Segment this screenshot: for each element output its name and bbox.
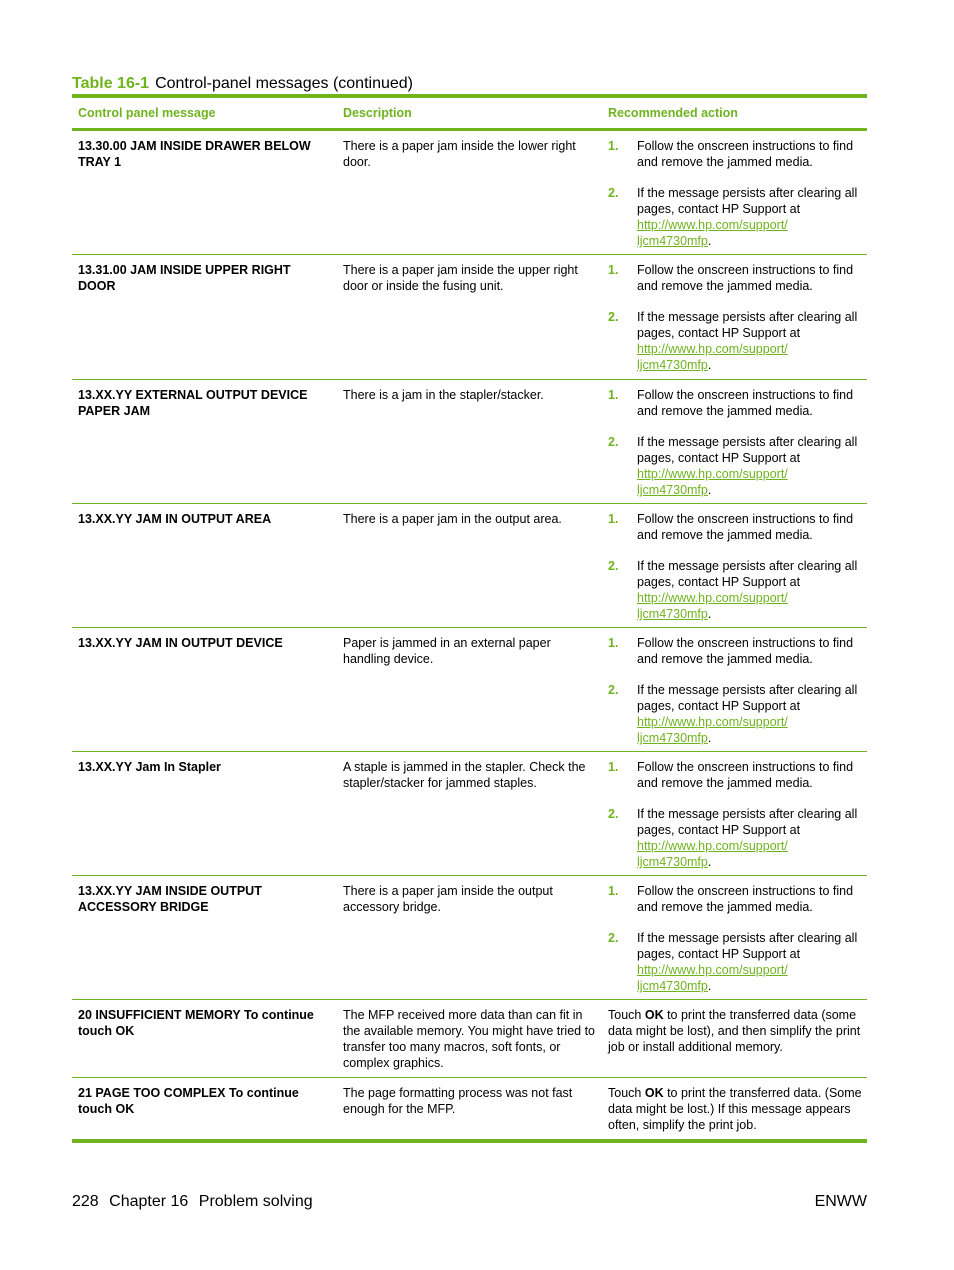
action-step-1: 1. Follow the onscreen instructions to find and remove the jammed media. (608, 263, 854, 293)
support-link[interactable]: http://www.hp.com/support/ ljcm4730mfp (637, 467, 788, 497)
action-step-2: 2. If the message persists after clearing all pages, contact HP Support at http://www.hp.com/support/ ljcm4730mfp. (608, 559, 858, 621)
row-message: 13.XX.YY JAM IN OUTPUT AREA (78, 512, 272, 526)
header-action: Recommended action (608, 106, 738, 120)
row-message: 13.XX.YY Jam In Stapler (78, 760, 221, 774)
table-row (72, 504, 867, 628)
row-action (602, 883, 867, 999)
control-panel-messages-table (72, 94, 867, 1143)
support-link[interactable]: http://www.hp.com/support/ ljcm4730mfp (637, 218, 788, 248)
support-link[interactable]: http://www.hp.com/support/ ljcm4730mfp (637, 342, 788, 372)
row-message: 21 PAGE TOO COMPLEX To continue touch OK (78, 1086, 299, 1116)
chapter-label: Chapter 16 (109, 1193, 189, 1210)
table-row (72, 1000, 867, 1078)
action-step-2: 2. If the message persists after clearing all pages, contact HP Support at http://www.hp.com/support/ ljcm4730mfp. (608, 310, 858, 372)
row-message: 13.31.00 JAM INSIDE UPPER RIGHT DOOR (78, 263, 291, 293)
action-step-1: 1. Follow the onscreen instructions to find and remove the jammed media. (608, 636, 854, 666)
table-header (72, 98, 867, 131)
row-action (602, 759, 867, 875)
row-description: There is a paper jam inside the lower right door. (343, 139, 576, 169)
action-step-1: 1. Follow the onscreen instructions to find and remove the jammed media. (608, 760, 854, 790)
action-step-2: 2. If the message persists after clearing all pages, contact HP Support at http://www.hp.com/support/ ljcm4730mfp. (608, 931, 858, 993)
header-message: Control panel message (78, 106, 216, 120)
table-row (72, 876, 867, 1000)
row-action (602, 635, 867, 751)
row-action (602, 387, 867, 503)
action-step-1: 1. Follow the onscreen instructions to find and remove the jammed media. (608, 139, 854, 169)
support-link[interactable]: http://www.hp.com/support/ ljcm4730mfp (637, 715, 788, 745)
table-number: Table 16-1 (72, 75, 150, 92)
row-message: 20 INSUFFICIENT MEMORY To continue touch OK (78, 1008, 314, 1038)
row-action (602, 511, 867, 627)
row-description: There is a paper jam inside the upper right door or inside the fusing unit. (343, 263, 578, 293)
action-step-1: 1. Follow the onscreen instructions to find and remove the jammed media. (608, 884, 854, 914)
row-action: Touch OK to print the transferred data (some data might be lost), and then simplify the print job or install additional memory. (608, 1008, 861, 1054)
table-row (72, 1078, 867, 1143)
row-description: The page formatting process was not fast enough for the MFP. (343, 1086, 573, 1116)
row-description: There is a jam in the stapler/stacker. (343, 388, 544, 402)
action-step-1: 1. Follow the onscreen instructions to find and remove the jammed media. (608, 512, 854, 542)
support-link[interactable]: http://www.hp.com/support/ ljcm4730mfp (637, 839, 788, 869)
row-description: There is a paper jam in the output area. (343, 512, 562, 526)
row-action (602, 262, 867, 379)
table-row (72, 380, 867, 504)
row-description: A staple is jammed in the stapler. Check the stapler/stacker for jammed staples. (343, 760, 586, 790)
page-footer (72, 1193, 319, 1211)
action-step-2: 2. If the message persists after clearing all pages, contact HP Support at http://www.hp.com/support/ ljcm4730mfp. (608, 683, 858, 745)
table-row (72, 255, 867, 380)
row-description: Paper is jammed in an external paper handling device. (343, 636, 551, 666)
support-link[interactable]: http://www.hp.com/support/ ljcm4730mfp (637, 963, 788, 993)
action-step-2: 2. If the message persists after clearing all pages, contact HP Support at http://www.hp.com/support/ ljcm4730mfp. (608, 435, 858, 497)
table-row (72, 628, 867, 752)
action-step-1: 1. Follow the onscreen instructions to find and remove the jammed media. (608, 388, 854, 418)
row-message: 13.XX.YY JAM INSIDE OUTPUT ACCESSORY BRIDGE (78, 884, 262, 914)
section-label: Problem solving (198, 1193, 313, 1210)
support-link[interactable]: http://www.hp.com/support/ ljcm4730mfp (637, 591, 788, 621)
page-number: 228 (72, 1193, 99, 1210)
action-step-2: 2. If the message persists after clearing all pages, contact HP Support at http://www.hp.com/support/ ljcm4730mfp. (608, 807, 858, 869)
row-action (602, 138, 867, 254)
row-message: 13.XX.YY EXTERNAL OUTPUT DEVICE PAPER JAM (78, 388, 308, 418)
action-step-2: 2. If the message persists after clearing all pages, contact HP Support at http://www.hp.com/support/ ljcm4730mfp. (608, 186, 858, 248)
row-message: 13.XX.YY JAM IN OUTPUT DEVICE (78, 636, 283, 650)
row-description: There is a paper jam inside the output accessory bridge. (343, 884, 553, 914)
table-title: Control-panel messages (continued) (155, 75, 413, 92)
table-caption (72, 74, 413, 94)
header-description: Description (343, 106, 412, 120)
footer-brand: ENWW (814, 1193, 867, 1210)
table-row (72, 752, 867, 876)
row-message: 13.30.00 JAM INSIDE DRAWER BELOW TRAY 1 (78, 139, 311, 169)
table-row (72, 131, 867, 255)
row-action: Touch OK to print the transferred data. (Some data might be lost.) If this message appears often, simplify the print job. (608, 1086, 862, 1132)
row-description: The MFP received more data than can fit in the available memory. You might have tried to transfer too many macros, soft fonts, or complex graphics. (343, 1008, 595, 1070)
